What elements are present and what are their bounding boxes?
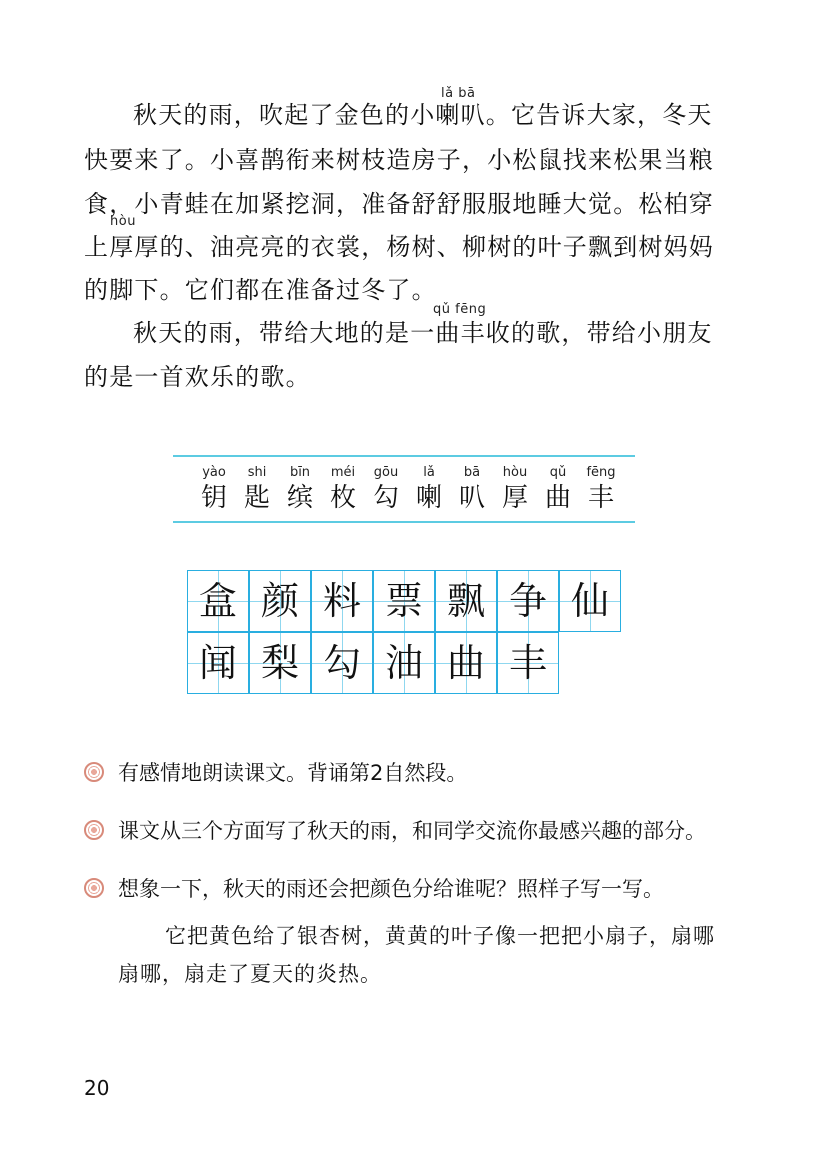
paragraph-2-line-2: 的是一首欢乐的歌。 [84, 363, 311, 391]
vocab-character: 厚 [501, 483, 528, 513]
question-1 [84, 758, 467, 788]
vocab-pinyin: gōu [373, 465, 399, 480]
vocab-character: 枚 [329, 483, 356, 513]
vocab-pinyin: shi [247, 465, 267, 480]
vocab-item [238, 464, 276, 514]
paragraph-1-line-1: 秋天的雨，吹起了金色的小喇叭。它告诉大家，冬天 [133, 101, 713, 129]
vocab-character: 匙 [243, 483, 270, 513]
vocab-item [539, 464, 577, 514]
vocab-item [367, 464, 405, 514]
vocab-item [324, 464, 362, 514]
paragraph-1-line-3: 食，小青蛙在加紧挖洞，准备舒舒服服地睡大觉。松柏穿 [84, 190, 714, 218]
pinyin-laba: lǎ bā [441, 86, 476, 101]
grid-cell: 仙 [559, 570, 621, 632]
vocab-pinyin: hòu [502, 465, 528, 480]
vocab-pinyin: bīn [289, 465, 311, 480]
vocab-pinyin: méi [330, 465, 356, 480]
vocab-item [496, 464, 534, 514]
grid-cell: 盒 [187, 570, 249, 632]
vocab-pinyin: fēng [586, 465, 616, 480]
vocab-character: 丰 [587, 483, 614, 513]
vocab-character: 缤 [286, 483, 313, 513]
vocab-pinyin: bā [463, 465, 481, 480]
grid-cell: 油 [373, 632, 435, 694]
vocab-item [453, 464, 491, 514]
grid-cell: 曲 [435, 632, 497, 694]
vocab-item [582, 464, 620, 514]
grid-cell: 勾 [311, 632, 373, 694]
vocab-character: 叭 [458, 483, 485, 513]
vocab-pinyin: lǎ [423, 465, 435, 480]
example-line-1: 它把黄色给了银杏树，黄黄的叶子像一把把小扇子，扇哪 [165, 924, 715, 948]
pinyin-qufeng: qǔ fēng [433, 302, 487, 317]
grid-cell: 闻 [187, 632, 249, 694]
vocab-character: 勾 [372, 483, 399, 513]
vocab-bottom-rule [173, 521, 635, 523]
question-2 [84, 816, 706, 846]
question-bullet-icon [84, 878, 104, 898]
example-line-2: 扇哪，扇走了夏天的炎热。 [118, 962, 382, 986]
question-bullet-icon [84, 762, 104, 782]
vocab-character: 曲 [544, 483, 571, 513]
grid-cell: 票 [373, 570, 435, 632]
vocab-pinyin: qǔ [549, 465, 567, 480]
paragraph-2-line-1: 秋天的雨，带给大地的是一曲丰收的歌，带给小朋友 [133, 319, 713, 347]
grid-cell: 料 [311, 570, 373, 632]
vocab-character: 钥 [200, 483, 227, 513]
paragraph-1-line-2: 快要来了。小喜鹊衔来树枝造房子，小松鼠找来松果当粮 [84, 146, 714, 174]
vocab-pinyin: yào [202, 465, 226, 480]
grid-cell: 颜 [249, 570, 311, 632]
question-3-text: 想象一下，秋天的雨还会把颜色分给谁呢？照样子写一写。 [118, 877, 664, 901]
vocab-top-rule [173, 455, 635, 457]
grid-cell: 梨 [249, 632, 311, 694]
vocab-item [281, 464, 319, 514]
question-1-text: 有感情地朗读课文。背诵第2自然段。 [118, 761, 468, 785]
vocab-character: 喇 [415, 483, 442, 513]
vocab-item [195, 464, 233, 514]
grid-cell: 飘 [435, 570, 497, 632]
paragraph-1-line-4: 上厚厚的、油亮亮的衣裳，杨树、柳树的叶子飘到树妈妈 [84, 233, 714, 261]
question-bullet-icon [84, 820, 104, 840]
vocab-item [410, 464, 448, 514]
grid-cell: 丰 [497, 632, 559, 694]
page-number: 20 [84, 1076, 110, 1100]
pinyin-hou: hòu [110, 214, 136, 229]
question-3 [84, 874, 664, 904]
grid-cell: 争 [497, 570, 559, 632]
question-2-text: 课文从三个方面写了秋天的雨，和同学交流你最感兴趣的部分。 [118, 819, 706, 843]
paragraph-1-line-5: 的脚下。它们都在准备过冬了。 [84, 276, 437, 304]
